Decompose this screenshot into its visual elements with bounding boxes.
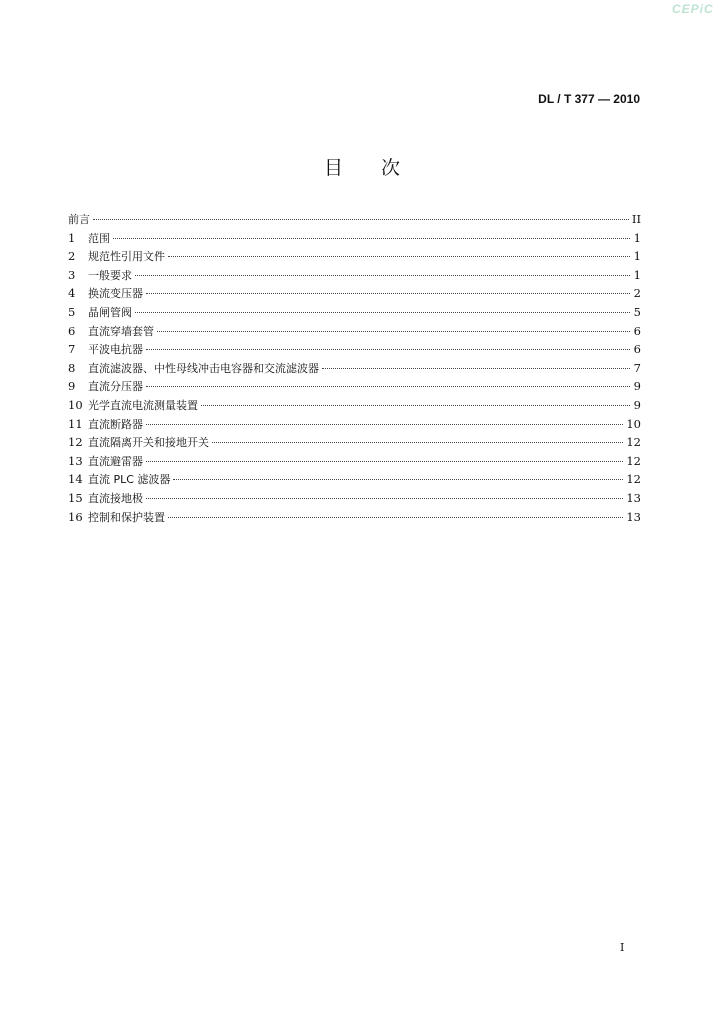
toc-entry-page: 6 — [633, 342, 641, 357]
watermark-logo: CEPiC — [672, 2, 714, 16]
toc-entry-page: 2 — [633, 286, 641, 301]
toc-leader-dots — [322, 368, 630, 369]
toc-entry-label: 范围 — [88, 231, 110, 245]
toc-entry-number: 7 — [68, 342, 76, 357]
toc-entry-label: 控制和保护装置 — [88, 510, 165, 524]
toc-entry-page: 10 — [626, 416, 641, 431]
toc-leader-dots — [146, 461, 623, 462]
toc-entry-page: 13 — [626, 509, 641, 524]
toc-leader-dots — [135, 275, 630, 276]
toc-entry-label: 直流滤波器、中性母线冲击电容器和交流滤波器 — [88, 361, 319, 375]
toc-entry[interactable] — [68, 284, 641, 303]
toc-entry-number: 15 — [68, 490, 83, 505]
toc-entry[interactable] — [68, 229, 641, 248]
toc-entry-label: 光学直流电流测量装置 — [88, 398, 198, 412]
toc-entry[interactable] — [68, 266, 641, 285]
toc-entry-page: 7 — [633, 360, 641, 375]
toc-entry[interactable] — [68, 340, 641, 359]
toc-leader-dots — [168, 517, 623, 518]
toc-entry-foreword[interactable] — [68, 210, 641, 229]
toc-entry-number: 16 — [68, 509, 83, 524]
toc-leader-dots — [146, 349, 630, 350]
toc-entry-number: 3 — [68, 267, 76, 282]
toc-leader-dots — [146, 293, 630, 294]
toc-leader-dots — [135, 312, 630, 313]
toc-leader-dots — [113, 238, 630, 239]
document-number: DL / T 377 — 2010 — [538, 92, 640, 106]
toc-entry-label: 换流变压器 — [88, 287, 143, 301]
toc-entry-page: 6 — [633, 323, 641, 338]
toc-entry-label: 平波电抗器 — [88, 343, 143, 357]
toc-entry[interactable] — [68, 247, 641, 266]
toc-entry-label: 直流穿墙套管 — [88, 324, 154, 338]
toc-entry-label: 直流接地极 — [88, 491, 143, 505]
toc-entry[interactable] — [68, 489, 641, 508]
toc-entry-number: 4 — [68, 286, 76, 301]
toc-leader-dots — [146, 424, 623, 425]
toc-entry[interactable] — [68, 452, 641, 471]
toc-entry[interactable] — [68, 359, 641, 378]
toc-entry-number: 1 — [68, 230, 76, 245]
toc-entry-number: 14 — [68, 472, 83, 487]
toc-entry[interactable] — [68, 415, 641, 434]
toc-entry[interactable] — [68, 508, 641, 527]
toc-entry-page: 13 — [626, 490, 641, 505]
toc-leader-dots — [201, 405, 630, 406]
toc-leader-dots — [173, 479, 623, 480]
toc-entry[interactable] — [68, 470, 641, 489]
toc-entry-number: 10 — [68, 397, 83, 412]
toc-entry-label: 规范性引用文件 — [88, 250, 165, 264]
toc-entry-label: 晶闸管阀 — [88, 305, 132, 319]
toc-entry-label: 直流分压器 — [88, 380, 143, 394]
toc-entry-page: 12 — [626, 435, 641, 450]
toc-entry-page: 12 — [626, 453, 641, 468]
toc-entry-number: 2 — [68, 249, 76, 264]
toc-entry-label: 一般要求 — [88, 268, 132, 282]
toc-entry-page: 12 — [626, 472, 641, 487]
toc-entry-page: II — [631, 212, 641, 226]
toc-entry-label: 直流断路器 — [88, 417, 143, 431]
toc-leader-dots — [168, 256, 630, 257]
toc-entry-page: 9 — [633, 397, 641, 412]
toc-entry[interactable] — [68, 433, 641, 452]
toc-entry-label: 前言 — [68, 213, 90, 226]
toc-leader-dots — [146, 386, 630, 387]
toc-leader-dots — [212, 442, 623, 443]
toc-entry-label: 直流 PLC 滤波器 — [88, 473, 171, 487]
toc-entry-page: 1 — [633, 249, 641, 264]
toc-entry-page: 9 — [633, 379, 641, 394]
toc-title: 目次 — [323, 157, 438, 179]
toc-entry-label: 直流避雷器 — [88, 454, 143, 468]
toc-leader-dots — [146, 498, 623, 499]
toc-entry-label: 直流隔离开关和接地开关 — [88, 436, 209, 450]
toc-entry-number: 9 — [68, 379, 76, 394]
toc-entry-number: 8 — [68, 360, 76, 375]
toc-entry[interactable] — [68, 396, 641, 415]
toc-leader-dots — [93, 219, 629, 220]
toc-leader-dots — [157, 331, 630, 332]
page-number: I — [620, 941, 625, 954]
toc-entry-number: 6 — [68, 323, 76, 338]
toc-entry[interactable] — [68, 322, 641, 341]
toc-entry-page: 5 — [633, 304, 641, 319]
toc-entry-number: 11 — [68, 416, 83, 431]
toc-entry-page: 1 — [633, 230, 641, 245]
toc-entry[interactable] — [68, 303, 641, 322]
toc-entry[interactable] — [68, 377, 641, 396]
toc-entry-number: 12 — [68, 435, 83, 450]
toc-entry-number: 13 — [68, 453, 83, 468]
toc-entry-page: 1 — [633, 267, 641, 282]
toc-entry-number: 5 — [68, 304, 76, 319]
table-of-contents — [68, 210, 641, 526]
